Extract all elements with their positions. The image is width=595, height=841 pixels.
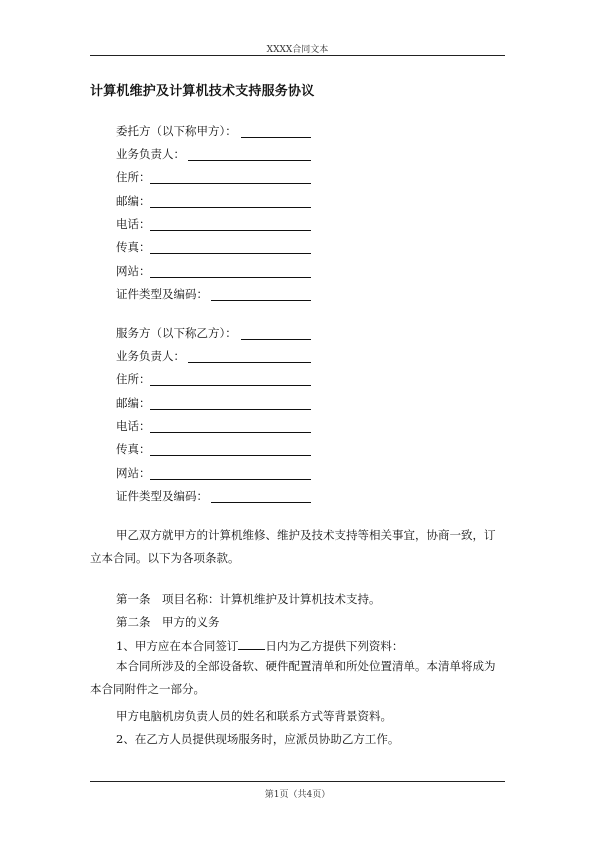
field-label: 传真：: [116, 442, 151, 456]
party-a-field-website: [116, 264, 151, 278]
party-a-field-client: [116, 124, 237, 138]
party-a-field-phone: [116, 217, 151, 231]
field-label: 邮编：: [116, 194, 151, 208]
field-blank-line: [150, 183, 311, 184]
item-1-prefix: 1、甲方应在本合同签订: [116, 639, 239, 653]
party-a-field-id: [116, 287, 208, 301]
party-b-field-fax: [116, 442, 151, 456]
field-blank-line: [150, 230, 311, 231]
footer-rule: [90, 781, 505, 782]
field-label: 电话：: [116, 419, 151, 433]
field-blank-line: [150, 385, 311, 386]
header-rule: [90, 55, 505, 56]
field-label: 网站：: [116, 466, 151, 480]
field-label: 证件类型及编码：: [116, 489, 208, 503]
item-1: [116, 638, 403, 653]
field-blank-line: [150, 253, 311, 254]
item-2: 2、在乙方人员提供现场服务时，应派员协助乙方工作。: [116, 732, 400, 746]
page-header: XXXX合同文本: [266, 45, 329, 55]
field-label: 住所：: [116, 372, 151, 386]
party-a-field-postcode: [116, 194, 151, 208]
days-blank-line: [238, 638, 265, 650]
article-2-heading: 第二条 甲方的义务: [116, 615, 220, 629]
intro-paragraph: 甲乙双方就甲方的计算机维修、维护及技术支持等相关事宜，协商一致，订立本合同。以下为各项条款。: [90, 528, 496, 565]
field-label: 住所：: [116, 170, 151, 184]
field-blank-line: [188, 160, 311, 161]
field-blank-line: [188, 362, 311, 363]
field-label: 网站：: [116, 264, 151, 278]
field-blank-line: [150, 277, 311, 278]
field-label: 传真：: [116, 240, 151, 254]
field-label: 邮编：: [116, 396, 151, 410]
field-blank-line: [150, 479, 311, 480]
document-title: 计算机维护及计算机技术支持服务协议: [90, 84, 315, 99]
field-blank-line: [150, 432, 311, 433]
field-label: 服务方（以下称乙方）：: [116, 326, 237, 340]
page-footer: 第1页（共4页）: [264, 790, 331, 800]
party-b-field-phone: [116, 419, 151, 433]
article-1: 第一条 项目名称：计算机维护及计算机技术支持。: [116, 592, 381, 606]
field-label: 电话：: [116, 217, 151, 231]
party-b-field-id: [116, 489, 208, 503]
field-blank-line: [150, 207, 311, 208]
field-blank-line: [150, 455, 311, 456]
field-label: 证件类型及编码：: [116, 287, 208, 301]
field-label: 业务负责人：: [116, 349, 185, 363]
party-b-field-manager: [116, 349, 185, 363]
field-label: 委托方（以下称甲方）：: [116, 124, 237, 138]
party-b-field-website: [116, 466, 151, 480]
party-b-field-address: [116, 372, 151, 386]
field-blank-line: [211, 502, 311, 503]
field-blank-line: [241, 339, 311, 340]
party-a-field-address: [116, 170, 151, 184]
field-label: 业务负责人：: [116, 147, 185, 161]
party-b-field-postcode: [116, 396, 151, 410]
item-1-suffix: 日内为乙方提供下列资料：: [265, 639, 404, 653]
field-blank-line: [211, 300, 311, 301]
config-list-paragraph: 本合同所涉及的全部设备软、硬件配置清单和所处位置清单。本清单将成为本合同附件之一部分。: [90, 659, 496, 696]
field-blank-line: [241, 137, 311, 138]
party-a-field-manager: [116, 147, 185, 161]
party-a-field-fax: [116, 240, 151, 254]
party-b-field-provider: [116, 326, 237, 340]
field-blank-line: [150, 409, 311, 410]
contact-paragraph: 甲方电脑机房负责人员的姓名和联系方式等背景资料。: [116, 709, 392, 723]
